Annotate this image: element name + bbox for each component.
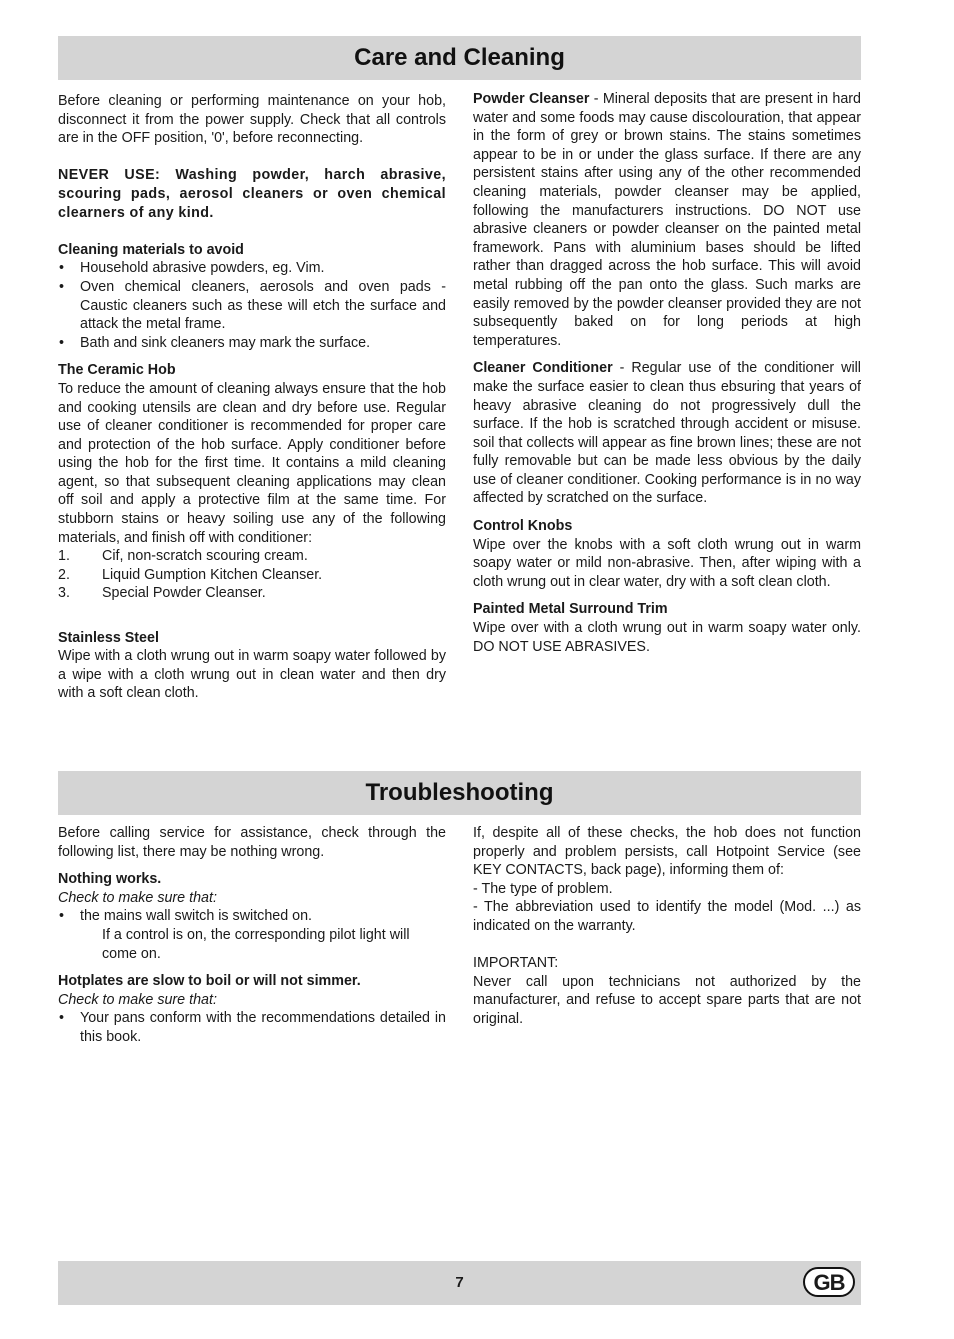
check-label: Check to make sure that: (58, 889, 217, 906)
list-text: Special Powder Cleanser. (102, 585, 266, 602)
stainless-steel-heading: Stainless Steel (58, 629, 159, 646)
page-footer (58, 1261, 861, 1305)
list-text: Liquid Gumption Kitchen Cleanser. (102, 566, 323, 583)
trouble-right-column (473, 824, 861, 1029)
powder-cleanser-paragraph (473, 90, 861, 350)
cleaner-conditioner-text: - Regular use of the conditioner will make the surface easier to clean thus ebsuring that years of heavy abrasive cleaning do not progressively dull the surface. If the hob is scratched through accident or misuse. soil that collects will appear as fine brown lines; these are not fully removable but can be made less obvious by the daily use of cleaner conditioner. Cooking performance is in no way affected by scratched on the surface. (473, 360, 861, 507)
important-text: Never call upon technicians not authorized by the manufacturer, and refuse to accept spare parts that are not original. (473, 973, 861, 1027)
ceramic-hob-text: To reduce the amount of cleaning always ensure that the hob and cooking utensils are clean and dry before use. Regular use of cleaner conditioner is recommended for proper care and protection of the hob surface. Apply conditioner before using the hob for the first time. It contains a mild cleaning agent, so that subsequent cleaning applications may clean off soil and apply a protective film at the same time. For stubborn stains or heavy soiling use any of the following materials, and finish off with conditioner: (58, 380, 446, 546)
trouble-left-column (58, 824, 446, 1047)
cleaner-conditioner-heading: Cleaner Conditioner (473, 360, 613, 377)
hotplates-heading: Hotplates are slow to boil or will not simmer. (58, 973, 361, 990)
list-item: • the mains wall switch is switched on. (58, 907, 446, 926)
avoid-heading: Cleaning materials to avoid (58, 241, 244, 258)
cleaner-conditioner-paragraph (473, 359, 861, 508)
care-left-column (58, 92, 446, 703)
control-knobs-heading: Control Knobs (473, 518, 573, 535)
list-item: • Household abrasive powders, eg. Vim. (58, 259, 446, 278)
surround-trim-text: Wipe over with a cloth wrung out in warm soapy water only. DO NOT USE ABRASIVES. (473, 620, 861, 655)
list-text: Cif, non-scratch scouring cream. (102, 548, 308, 565)
stainless-steel-text: Wipe with a cloth wrung out in warm soapy water followed by a wipe with a cloth wrung out in clean water and then dry with a soft clean cloth. (58, 648, 446, 702)
list-item: • Your pans conform with the recommendations detailed in this book. (58, 1009, 446, 1046)
care-and-cleaning-title: Care and Cleaning (58, 36, 861, 80)
nothing-works-list (58, 907, 446, 926)
important-label: IMPORTANT: (473, 955, 559, 972)
page-number: 7 (455, 1274, 464, 1291)
trouble-intro: Before calling service for assistance, check through the following list, there may be nothing wrong. (58, 825, 446, 860)
list-item (58, 547, 446, 566)
service-intro: If, despite all of these checks, the hob does not function properly and problem persists, call Hotpoint Service (see KEY CONTACTS, back page), informing them of: (473, 825, 861, 879)
list-number: 3. (58, 585, 70, 602)
list-item (58, 566, 446, 585)
troubleshooting-title: Troubleshooting (58, 771, 861, 815)
never-use-warning: NEVER USE: Washing powder, harch abrasive, scouring pads, aerosol cleaners or oven chemical clearners of any kind. (58, 167, 446, 221)
ceramic-materials-list (58, 547, 446, 603)
list-item: • Oven chemical cleaners, aerosols and oven pads - Caustic cleaners such as these will etch the surface and attack the metal frame. (58, 278, 446, 334)
hotplates-list (58, 1009, 446, 1046)
service-item-problem: - The type of problem. (473, 880, 613, 897)
surround-trim-heading: Painted Metal Surround Trim (473, 601, 668, 618)
ceramic-hob-heading: The Ceramic Hob (58, 362, 176, 379)
powder-cleanser-text: - Mineral deposits that are present in hard water and some foods may cause discolouration, that appear in the form of grey or brown stains. The stains sometimes appear to be in or under the glass surface. If there are any persistent stains after using any of the other recommended cleaning materials, powder cleanser may be applied, following the manufacturers instructions. DO NOT use abrasive cleaners or powder cleanser on the painted metal framework. Pans with aluminium bases should be lifted rather than dragged across the hob surface. This will avoid metal rubbing off the pan onto the glass. Such marks are easily removed by the powder cleanser provided they are not subsequently baked on for long periods at high temperatures. (473, 91, 861, 349)
avoid-list (58, 259, 446, 352)
care-right-column (473, 90, 861, 656)
powder-cleanser-heading: Powder Cleanser (473, 91, 590, 107)
list-number: 2. (58, 566, 70, 583)
nothing-works-heading: Nothing works. (58, 871, 162, 888)
list-item (58, 584, 446, 603)
list-item: • Bath and sink cleaners may mark the surface. (58, 334, 446, 353)
service-item-model: - The abbreviation used to identify the model (Mod. ...) as indicated on the warranty. (473, 899, 861, 934)
pilot-light-note: If a control is on, the corresponding pilot light will come on. (102, 926, 410, 962)
list-number: 1. (58, 548, 70, 565)
country-badge: GB (803, 1267, 855, 1297)
care-intro: Before cleaning or performing maintenance on your hob, disconnect it from the power supply. Check that all controls are in the OFF position, '0', before reconnecting. (58, 93, 446, 147)
check-label: Check to make sure that: (58, 991, 217, 1008)
control-knobs-text: Wipe over the knobs with a soft cloth wrung out in warm soapy water or mild non-abrasive. Then, after wiping with a cloth wrung out in clear water, dry with a soft clean cloth. (473, 536, 861, 590)
